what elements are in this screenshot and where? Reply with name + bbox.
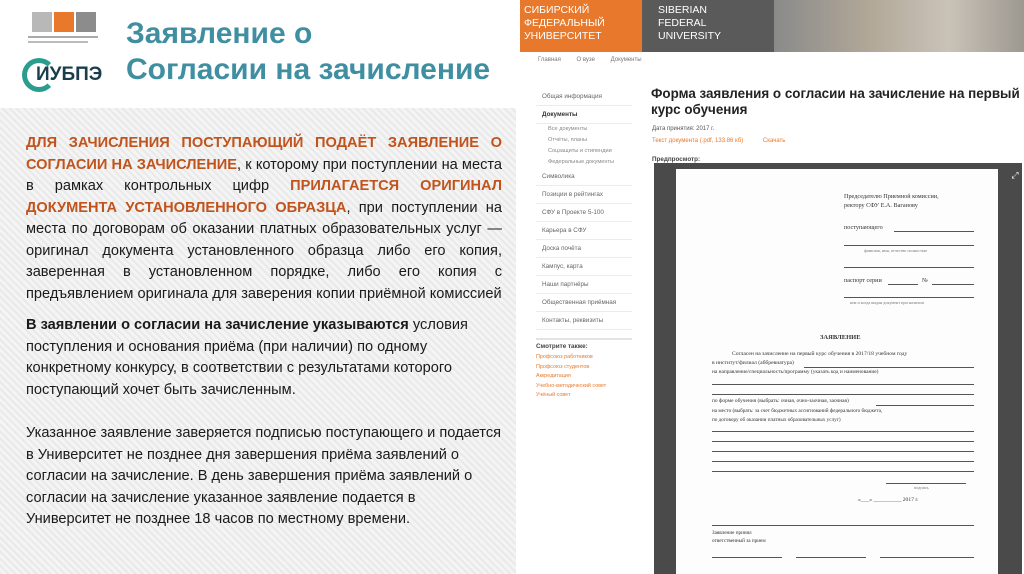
crumb-about[interactable]: О вузе bbox=[576, 57, 595, 63]
see-also-link[interactable]: Учебно-методический совет bbox=[536, 382, 607, 389]
sidebar-item[interactable]: Контакты, реквизиты bbox=[536, 312, 632, 330]
paragraph-requirements: ДЛЯ ЗАЧИСЛЕНИЯ ПОСТУПАЮЩИЙ ПОДАЁТ ЗАЯВЛЕНИЕ О СОГЛАСИИ НА ЗАЧИСЛЕНИЕ, к которому при поступлении на места в рамках контрольных цифр ПРИЛАГАЕТСЯ ОРИГИНАЛ ДОКУМЕНТА УСТАНОВЛЕННОГО ОБРАЗЦА, при поступлении на места по договорам об оказании платных образовательных услуг — оригинал документа установленного образца либо его копия, заверенная в установленном порядке, либо его копия с предъявлением оригинала для заверения копии приёмной комиссией bbox=[26, 135, 502, 302]
brand-ru[interactable]: СИБИРСКИЙ ФЕДЕРАЛЬНЫЙ УНИВЕРСИТЕТ bbox=[520, 0, 642, 52]
sidebar-item[interactable]: Все документы bbox=[548, 126, 588, 132]
slide-body bbox=[26, 133, 502, 531]
sidebar-item[interactable]: Отчёты, планы bbox=[548, 137, 588, 143]
breadcrumb bbox=[538, 57, 656, 63]
sidebar-item[interactable]: Федеральные документы bbox=[548, 159, 615, 165]
form-paper: Председателю Приемной комиссии, ректору СФУ Е.А. Ваганову поступающего фамилия, имя, отчество полностью паспорт серии № кем и когда выдан документ при наличии ЗАЯВЛЕНИЕ Согласен на зачисление на первый курс обучения в 2017/18 учебном году в институт/филиал (аббревиатура) на направление/специальность/программу (указать код и наименование) по форме обучения (выбрать: очная, очно-заочная, заочная) на место (выбрать: за счет бюджетных ассигнований федерального бюджета, по договору об оказании платных образовательных услуг) подпись «___» __________ 2017 г. Заявление принял ответственный за прием bbox=[676, 169, 998, 574]
sidebar-item[interactable]: Кампус, карта bbox=[536, 258, 632, 276]
paragraph-deadline: Указанное заявление заверяется подписью поступающего и подается в Университет не позднее дня завершения приёма заявлений о согласии на зачисление. В день завершения приёма заявлений о согласии на зачисление указанное заявление подается в Университет не позднее 18 часов по местному времени. bbox=[26, 425, 502, 527]
document-files bbox=[652, 138, 803, 144]
sidebar-item[interactable]: Общая информация bbox=[536, 88, 632, 106]
see-also-link[interactable]: Профсоюз работников bbox=[536, 354, 593, 360]
iubpe-logo: ИУБПЭ bbox=[22, 56, 112, 100]
header-photo bbox=[774, 0, 1024, 52]
document-preview[interactable] bbox=[654, 163, 1022, 574]
sidebar-item[interactable]: Наши партнёры bbox=[536, 276, 632, 294]
title-line-2: Согласии на зачисление bbox=[126, 53, 491, 86]
crumb-documents[interactable]: Документы bbox=[610, 57, 642, 63]
crumb-home[interactable]: Главная bbox=[538, 57, 561, 63]
sidebar-item[interactable]: Общественная приёмная bbox=[536, 294, 632, 312]
see-also-link[interactable]: Учёный совет bbox=[536, 392, 571, 398]
sidebar-item[interactable]: СФУ в Проекте 5-100 bbox=[536, 204, 632, 222]
document-title: Форма заявления о согласии на зачисление на первый курс обучения bbox=[651, 86, 1020, 117]
see-also: Смотрите также: Профсоюз работников Профсоюз студентов Аккредитация Учебно-методический совет Учёный совет bbox=[536, 338, 632, 401]
sidebar-nav bbox=[536, 88, 632, 330]
pdf-link[interactable]: Текст документа (.pdf, 133.86 кб) bbox=[652, 138, 744, 144]
expand-icon[interactable]: ⤢ bbox=[1011, 170, 1019, 180]
document-date: Дата принятия: 2017 г. bbox=[652, 126, 715, 132]
sidebar-item[interactable]: Позиции в рейтингах bbox=[536, 186, 632, 204]
website-screenshot bbox=[516, 0, 1024, 574]
see-also-link[interactable]: Профсоюз студентов bbox=[536, 363, 590, 370]
brand-en[interactable]: SIBERIAN FEDERAL UNIVERSITY bbox=[642, 0, 774, 52]
page-title bbox=[126, 16, 516, 88]
site-header bbox=[520, 0, 1024, 52]
see-also-link[interactable]: Аккредитация bbox=[536, 373, 571, 379]
download-link[interactable]: Скачать bbox=[762, 138, 786, 144]
title-line-1: Заявление о bbox=[126, 17, 313, 50]
sidebar-item[interactable]: Символика bbox=[536, 168, 632, 186]
sidebar-item[interactable]: Карьера в СФУ bbox=[536, 222, 632, 240]
sfu-logo bbox=[28, 12, 100, 46]
sidebar-item[interactable]: Документы bbox=[536, 106, 632, 124]
sidebar-item[interactable]: Доска почёта bbox=[536, 240, 632, 258]
paragraph-contents: В заявлении о согласии на зачисление указываются условия поступления и основания приёма (при наличии) по одному конкретному конкурсу, в соответствии с результатами которого поступающий хочет быть зачисленным. bbox=[26, 317, 468, 398]
preview-label: Предпросмотр: bbox=[652, 156, 701, 163]
sidebar-item[interactable]: Соцзащиты и стипендии bbox=[548, 148, 612, 154]
